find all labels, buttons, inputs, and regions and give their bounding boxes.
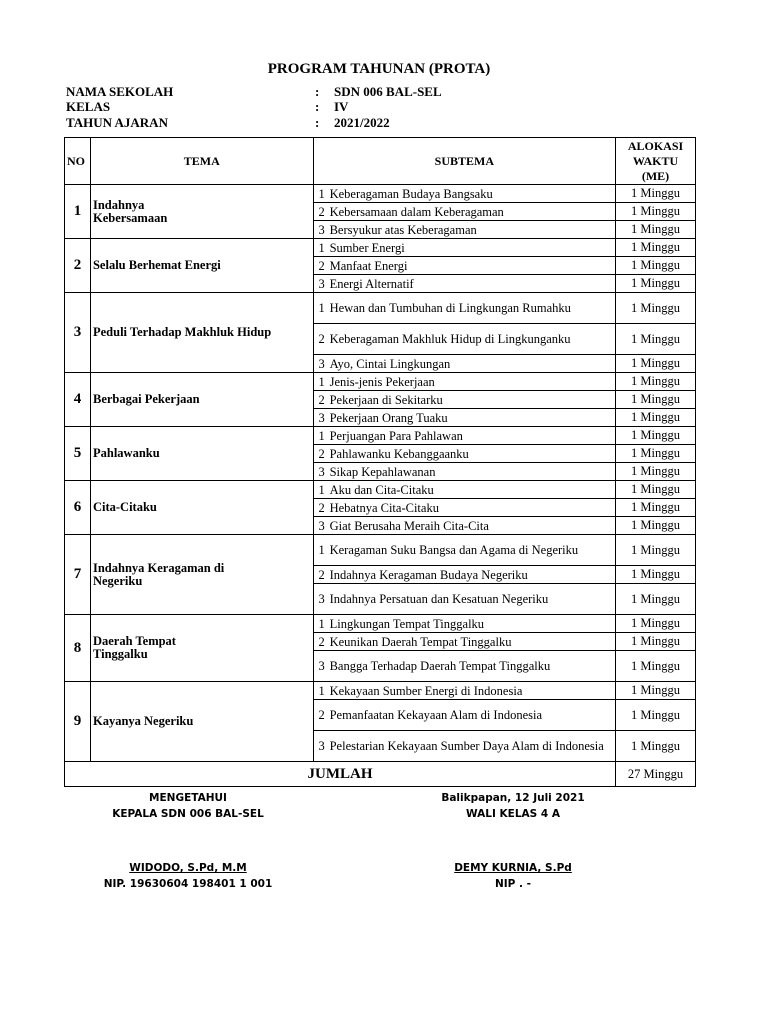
subtema-number: 1: [318, 240, 325, 255]
alokasi-cell: 1 Minggu: [616, 481, 696, 499]
theme-title-text: Indahnya Kebersamaan: [92, 197, 168, 225]
info-label: TAHUN AJARAN: [66, 115, 168, 130]
alokasi-cell: 1 Minggu: [616, 633, 696, 651]
subtema-number: 3: [318, 356, 325, 371]
signature-right: [413, 790, 613, 892]
theme-title: Cita-Citaku: [90, 481, 313, 535]
table-row: [65, 185, 696, 203]
alokasi-cell: 1 Minggu: [616, 584, 696, 615]
subtema-number: 2: [318, 500, 325, 515]
subtema-text: Lingkungan Tempat Tinggalku: [329, 616, 485, 631]
theme-title-text: Daerah Tempat Tinggalku: [92, 634, 176, 661]
subtema-number: 2: [318, 634, 325, 649]
subtema-text: Hebatnya Cita-Citaku: [329, 500, 439, 515]
alokasi-cell: 1 Minggu: [616, 355, 696, 373]
info-value: IV: [334, 99, 349, 114]
subtema-cell: [313, 651, 615, 682]
alokasi-cell: 1 Minggu: [616, 185, 696, 203]
alokasi-cell: 1 Minggu: [616, 391, 696, 409]
subtema-cell: [313, 355, 615, 373]
subtema-text: Giat Berusaha Meraih Cita-Cita: [329, 518, 489, 533]
table-row: [65, 293, 696, 324]
signature-nip: NIP. 19630604 198401 1 001: [103, 878, 273, 890]
info-colon: :: [315, 99, 320, 114]
subtema-number: 2: [318, 204, 325, 219]
subtema-text: Pahlawanku Kebanggaanku: [329, 446, 469, 461]
subtema-number: 2: [318, 392, 325, 407]
info-value: 2021/2022: [334, 115, 390, 130]
alokasi-cell: 1 Minggu: [616, 409, 696, 427]
subtema-number: 1: [318, 428, 325, 443]
table-row: [65, 615, 696, 633]
subtema-number: 3: [318, 739, 325, 753]
alokasi-cell: 1 Minggu: [616, 445, 696, 463]
alokasi-cell: 1 Minggu: [616, 651, 696, 682]
theme-title: Selalu Berhemat Energi: [90, 239, 313, 293]
subtema-text: Keragaman Suku Bangsa dan Agama di Negeriku: [329, 543, 579, 557]
theme-title: Kayanya Negeriku: [90, 682, 313, 762]
header-alokasi-line: (ME): [641, 168, 670, 183]
subtema-cell: [313, 427, 615, 445]
theme-title: [90, 535, 313, 615]
subtema-cell: [313, 221, 615, 239]
subtema-cell: [313, 584, 615, 615]
signature-line1: Balikpapan, 12 Juli 2021: [441, 792, 585, 804]
table-body: [65, 185, 696, 762]
header-alokasi: [616, 138, 696, 185]
subtema-number: 1: [318, 301, 325, 315]
signature-left: [88, 790, 288, 892]
subtema-number: 2: [318, 332, 325, 346]
subtema-text: Energi Alternatif: [329, 276, 414, 291]
subtema-number: 3: [318, 410, 325, 425]
alokasi-cell: 1 Minggu: [616, 221, 696, 239]
table-row: [65, 682, 696, 700]
table-row: [65, 535, 696, 566]
subtema-text: Indahnya Persatuan dan Kesatuan Negeriku: [329, 592, 549, 606]
subtema-text: Pekerjaan Orang Tuaku: [329, 410, 448, 425]
alokasi-cell: 1 Minggu: [616, 517, 696, 535]
subtema-cell: [313, 409, 615, 427]
total-row: [65, 762, 696, 787]
subtema-cell: [313, 391, 615, 409]
subtema-text: Jenis-jenis Pekerjaan: [329, 374, 435, 389]
subtema-cell: [313, 239, 615, 257]
theme-title-text: Indahnya Keragaman di Negeriku: [92, 560, 225, 588]
alokasi-cell: 1 Minggu: [616, 239, 696, 257]
theme-number: 7: [65, 535, 91, 615]
info-label: KELAS: [66, 99, 111, 114]
subtema-text: Sikap Kepahlawanan: [329, 464, 436, 479]
signature-line1: MENGETAHUI: [149, 792, 227, 804]
subtema-number: 2: [318, 708, 325, 722]
subtema-cell: [313, 731, 615, 762]
subtema-text: Aku dan Cita-Citaku: [329, 482, 434, 497]
subtema-number: 3: [318, 464, 325, 479]
table-row: [65, 373, 696, 391]
subtema-cell: [313, 445, 615, 463]
subtema-cell: [313, 615, 615, 633]
signature-line2: KEPALA SDN 006 BAL-SEL: [112, 808, 264, 820]
subtema-cell: [313, 566, 615, 584]
subtema-cell: [313, 517, 615, 535]
theme-number: 2: [65, 239, 91, 293]
alokasi-cell: 1 Minggu: [616, 615, 696, 633]
subtema-cell: [313, 535, 615, 566]
subtema-number: 1: [318, 616, 325, 631]
table-row: [65, 427, 696, 445]
subtema-cell: [313, 324, 615, 355]
subtema-text: Sumber Energi: [329, 240, 405, 255]
header-alokasi-line: ALOKASI: [627, 138, 684, 153]
subtema-number: 1: [318, 683, 325, 698]
page-title: PROGRAM TAHUNAN (PROTA): [267, 61, 491, 77]
subtema-text: Keberagaman Budaya Bangsaku: [329, 186, 493, 201]
signature-line2: WALI KELAS 4 A: [466, 808, 560, 820]
alokasi-cell: 1 Minggu: [616, 535, 696, 566]
info-label: NAMA SEKOLAH: [66, 84, 174, 99]
alokasi-cell: 1 Minggu: [616, 293, 696, 324]
info-value: SDN 006 BAL-SEL: [334, 84, 442, 99]
signature-nip: NIP . -: [494, 878, 532, 890]
theme-title: Peduli Terhadap Makhluk Hidup: [90, 293, 313, 373]
subtema-number: 3: [318, 222, 325, 237]
theme-title: [90, 373, 313, 427]
info-colon: :: [315, 84, 320, 99]
header-no: NO: [65, 138, 91, 185]
alokasi-cell: 1 Minggu: [616, 324, 696, 355]
alokasi-cell: 1 Minggu: [616, 257, 696, 275]
subtema-cell: [313, 682, 615, 700]
total-label: JUMLAH: [65, 762, 616, 787]
subtema-cell: [313, 481, 615, 499]
subtema-number: 1: [318, 482, 325, 497]
subtema-cell: [313, 700, 615, 731]
subtema-number: 1: [318, 374, 325, 389]
alokasi-cell: 1 Minggu: [616, 499, 696, 517]
subtema-text: Keunikan Daerah Tempat Tinggalku: [329, 634, 512, 649]
theme-number: 8: [65, 615, 91, 682]
theme-number: 1: [65, 185, 91, 239]
alokasi-cell: 1 Minggu: [616, 731, 696, 762]
subtema-number: 3: [318, 276, 325, 291]
table-header-row: [65, 138, 696, 185]
signature-name: DEMY KURNIA, S.Pd: [454, 862, 572, 874]
subtema-text: Bersyukur atas Keberagaman: [329, 222, 477, 237]
theme-title-text: Berbagai Pekerjaan: [92, 392, 200, 406]
subtema-text: Perjuangan Para Pahlawan: [329, 428, 463, 443]
subtema-number: 2: [318, 446, 325, 461]
theme-title: [90, 615, 313, 682]
theme-number: 9: [65, 682, 91, 762]
theme-number: 5: [65, 427, 91, 481]
theme-number: 4: [65, 373, 91, 427]
subtema-text: Hewan dan Tumbuhan di Lingkungan Rumahku: [329, 301, 571, 315]
subtema-number: 1: [318, 186, 325, 201]
subtema-cell: [313, 275, 615, 293]
theme-title: Pahlawanku: [90, 427, 313, 481]
table-row: [65, 481, 696, 499]
alokasi-cell: 1 Minggu: [616, 427, 696, 445]
subtema-text: Bangga Terhadap Daerah Tempat Tinggalku: [329, 659, 551, 673]
alokasi-cell: 1 Minggu: [616, 700, 696, 731]
header-alokasi-line: WAKTU: [632, 153, 679, 168]
subtema-text: Keberagaman Makhluk Hidup di Lingkunganku: [329, 332, 571, 346]
header-subtema: SUBTEMA: [313, 138, 615, 185]
subtema-cell: [313, 185, 615, 203]
subtema-number: 3: [318, 592, 325, 606]
alokasi-cell: 1 Minggu: [616, 275, 696, 293]
alokasi-cell: 1 Minggu: [616, 463, 696, 481]
alokasi-cell: 1 Minggu: [616, 373, 696, 391]
alokasi-cell: 1 Minggu: [616, 203, 696, 221]
subtema-cell: [313, 203, 615, 221]
theme-number: 3: [65, 293, 91, 373]
subtema-cell: [313, 499, 615, 517]
subtema-text: Pemanfaatan Kekayaan Alam di Indonesia: [329, 708, 543, 722]
theme-title: [90, 185, 313, 239]
subtema-cell: [313, 633, 615, 651]
subtema-text: Kebersamaan dalam Keberagaman: [329, 204, 504, 219]
subtema-cell: [313, 293, 615, 324]
info-colon: :: [315, 115, 320, 130]
subtema-text: Kekayaan Sumber Energi di Indonesia: [329, 683, 523, 698]
total-value: 27 Minggu: [616, 762, 696, 787]
alokasi-cell: 1 Minggu: [616, 566, 696, 584]
table-row: [65, 239, 696, 257]
subtema-cell: [313, 373, 615, 391]
subtema-number: 3: [318, 518, 325, 533]
subtema-number: 1: [318, 543, 325, 557]
subtema-text: Manfaat Energi: [329, 258, 408, 273]
subtema-text: Indahnya Keragaman Budaya Negeriku: [329, 567, 528, 582]
subtema-number: 2: [318, 567, 325, 582]
subtema-number: 2: [318, 258, 325, 273]
subtema-number: 3: [318, 659, 325, 673]
subtema-text: Pelestarian Kekayaan Sumber Daya Alam di Indonesia: [329, 739, 604, 753]
header-tema: TEMA: [90, 138, 313, 185]
subtema-cell: [313, 463, 615, 481]
signature-name: WIDODO, S.Pd, M.M: [129, 862, 247, 874]
theme-number: 6: [65, 481, 91, 535]
subtema-text: Pekerjaan di Sekitarku: [329, 392, 443, 407]
subtema-cell: [313, 257, 615, 275]
alokasi-cell: 1 Minggu: [616, 682, 696, 700]
subtema-text: Ayo, Cintai Lingkungan: [329, 356, 451, 371]
prota-table: [64, 137, 696, 787]
